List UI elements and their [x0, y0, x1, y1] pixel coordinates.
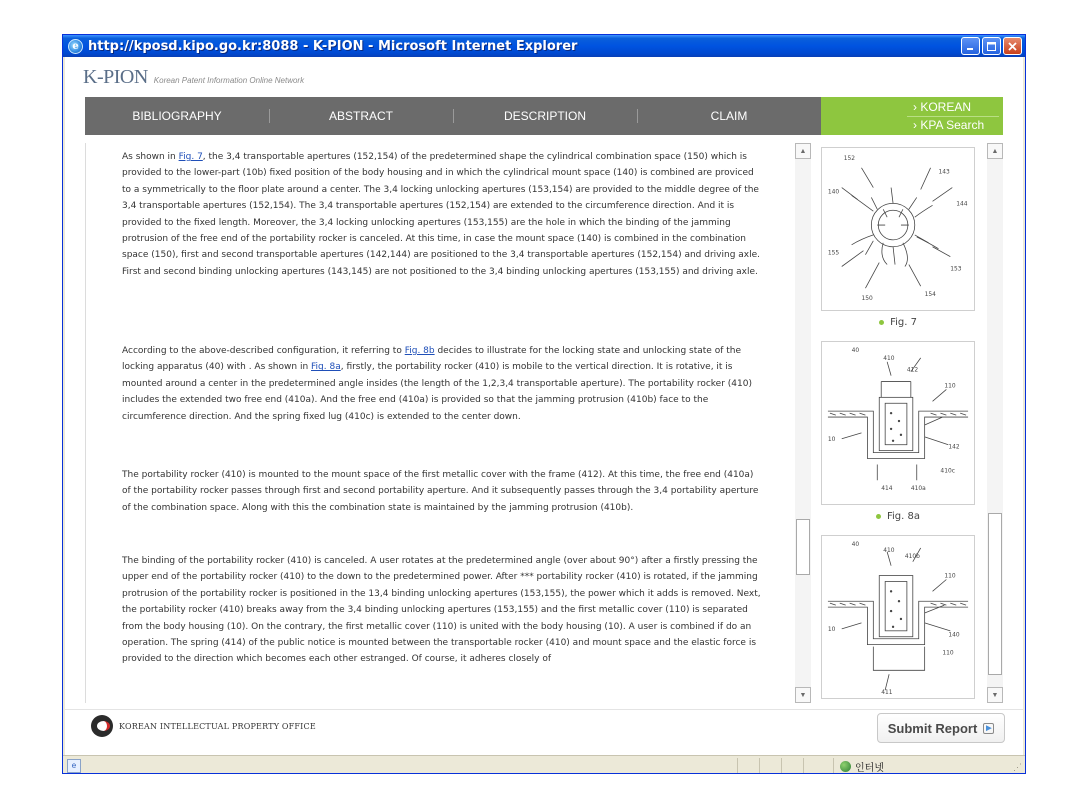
- page-content: [65, 57, 1023, 755]
- minimize-button[interactable]: [961, 37, 980, 55]
- bullet-icon: [876, 514, 881, 519]
- paragraph-text: , the 3,4 transportable apertures (152,154) of the predetermined shape the cylindrical combination space (150) which is provided to the lower-part (10b) fixed position of the body housing and in which the cylindrical mount space (140) is combined are proviced to a symmetrically to the floor plate around a center. The 3,4 locking unlocking apertures (153,154) are provided to the middle degree of the 3,4 transportable apertures (152,154). The 3,4 transportable apertures (152,154) are extended to the circumference direction. And it is provided to the fixed length. Moreover, the 3,4 locking unlocking apertures (153,155) are the hole in which the binding of the jamming protrusion of the free end of the portability rocker is canceled. At this time, in case the mount space (140) is combined in the combination space (150), first and second transportable apertures (142,144) are positioned to the 3,4 transportable apertures (152,154) and driving axle. First and second binding unlocking apertures (143,145) are not positioned to the 3,4 binding unlocking apertures (153,155) and driving axle.: [122, 152, 761, 277]
- scroll-up-icon[interactable]: ▲: [795, 143, 811, 159]
- kipo-brand: [91, 715, 316, 737]
- figure-scrollbar[interactable]: [987, 143, 1003, 703]
- scroll-down-icon[interactable]: ▼: [987, 687, 1003, 703]
- svg-text:110: 110: [944, 383, 956, 390]
- svg-text:150: 150: [861, 296, 873, 303]
- tab-abstract[interactable]: ABSTRACT: [269, 97, 453, 135]
- main-nav: [85, 97, 821, 135]
- korean-link[interactable]: › KOREAN: [913, 100, 972, 114]
- svg-text:410: 410: [883, 355, 895, 362]
- bullet-icon: [879, 320, 884, 325]
- status-cell: [781, 758, 803, 774]
- status-cells: [737, 758, 825, 774]
- figure-link[interactable]: Fig. 7: [178, 152, 203, 162]
- paragraph-2: [122, 343, 762, 425]
- paragraph-1: [122, 149, 762, 280]
- svg-text:143: 143: [938, 169, 950, 176]
- brand-tagline: Korean Patent Information Online Network: [153, 76, 305, 85]
- panel-divider: [907, 116, 999, 117]
- paragraph-text: The binding of the portability rocker (410) is canceled. A user rotates at the predetermined angle (over about 90°) after a firstly pressing the upper end of the portability rocker (410) to the down to the predetermined power. After *** portability rocker (410) is rotated, if the jamming protrusion of the portability rocker is positioned in the 13,4 binding unlocking apertures (153,155), the power which it adds is removed. Next, the portability rocker (410) breaks away from the 3,4 binding unlocking apertures (153,155) and the first metallic cover (110) is separated from the body housing (10). On the contrary, the first metallic cover (110) is united with the body housing (10). A user is combined if do an operation. The spring (414) of the public notice is mounted between the transportable rocker (410) and mount space and the elastic force is provided to the direction which becomes each other estranged. Of course, it adheres closely of: [122, 556, 761, 665]
- scroll-down-icon[interactable]: ▼: [795, 687, 811, 703]
- paragraph-text: decides to illustrate for the locking state and unlocking state of the locking apparatus (40) with . As shown in: [122, 346, 742, 373]
- figure-7-label: Fig. 7: [890, 317, 917, 328]
- figure-link[interactable]: Fig. 8b: [404, 346, 435, 356]
- svg-text:410c: 410c: [940, 468, 955, 475]
- svg-text:10: 10: [827, 436, 836, 443]
- zone-label: 인터넷: [855, 762, 884, 774]
- minimize-icon: [966, 42, 975, 51]
- brand-logo[interactable]: K-PION: [83, 66, 148, 88]
- svg-text:40: 40: [851, 347, 860, 354]
- tab-description[interactable]: DESCRIPTION: [453, 97, 637, 135]
- svg-text:142: 142: [948, 444, 960, 451]
- svg-text:414: 414: [881, 486, 893, 493]
- figure-7-caption: [821, 317, 975, 328]
- status-bar: [63, 755, 1025, 774]
- submit-report-label: Submit Report: [887, 720, 978, 736]
- brand: [83, 65, 304, 89]
- svg-text:412: 412: [906, 367, 919, 374]
- scroll-up-icon[interactable]: ▲: [987, 143, 1003, 159]
- figure-link[interactable]: Fig. 8a: [311, 362, 341, 373]
- resize-grip-icon[interactable]: ⋰: [1013, 762, 1022, 772]
- text-scroll-thumb[interactable]: [796, 519, 810, 575]
- tab-bibliography[interactable]: BIBLIOGRAPHY: [132, 109, 222, 123]
- arrow-right-icon: ▶: [983, 723, 994, 734]
- page-icon: e: [67, 759, 81, 773]
- svg-text:40: 40: [851, 541, 860, 548]
- svg-text:410: 410: [883, 547, 895, 554]
- close-icon: [1008, 42, 1017, 51]
- browser-window: [62, 34, 1026, 774]
- window-title: http://kposd.kipo.go.kr:8088 - K-PION - Microsoft Internet Explorer: [88, 38, 578, 54]
- paragraph-text: According to the above-described configuration, it referring to: [122, 346, 405, 356]
- submit-report-button[interactable]: [877, 713, 1005, 743]
- maximize-button[interactable]: [982, 37, 1001, 55]
- kpa-search-link[interactable]: › KPA Search: [913, 118, 985, 132]
- figure-8a-caption: [821, 511, 975, 522]
- figure-8b-thumbnail[interactable]: [821, 535, 975, 699]
- svg-text:155: 155: [827, 250, 840, 257]
- figure-7-drawing: [822, 148, 974, 310]
- svg-text:110: 110: [944, 573, 956, 580]
- maximize-icon: [987, 42, 996, 51]
- footer-divider: [65, 709, 1023, 710]
- svg-text:154: 154: [924, 292, 936, 299]
- svg-text:110: 110: [942, 650, 954, 657]
- title-bar: [63, 35, 1025, 57]
- text-scrollbar[interactable]: [795, 143, 811, 703]
- figure-8a-drawing: [822, 342, 974, 504]
- paragraph-text: , firstly, the portability rocker (410) is mobile to the vertical direction. It is rotative, it is mounted around a center in the predetermined angle insides (the length of the 1,2,3,4 transportable aperture). The portability rocker (410) includes the extended two free end (410a). And the free end (410a) is provided so that the jamming protrusion (410b) face to the circumference direction. And the spring fixed lug (410c) is extended to the center down.: [122, 362, 752, 422]
- paragraph-text: The portability rocker (410) is mounted to the mount space of the first metallic cover with the frame (412). At this time, the free end (410a) of the portability rocker passes through first and second portability aperture. And it subsequently passes through the 3,4 portability aperture of the combination space. Along with this the combination state is maintained by the jamming protrusion (410b).: [122, 470, 759, 513]
- status-cell: [803, 758, 825, 774]
- paragraph-3: [122, 467, 762, 516]
- internet-explorer-icon: e: [68, 39, 83, 54]
- security-zone: [833, 758, 1003, 774]
- status-cell: [759, 758, 781, 774]
- paragraph-4: [122, 553, 762, 668]
- tab-claim[interactable]: CLAIM: [637, 97, 821, 135]
- language-panel: [821, 97, 1003, 135]
- figure-8a-label: Fig. 8a: [887, 511, 920, 522]
- figure-scroll-thumb[interactable]: [988, 513, 1002, 675]
- svg-text:140: 140: [948, 632, 960, 639]
- paragraph-text: As shown in: [122, 152, 179, 162]
- svg-text:410a: 410a: [910, 486, 926, 493]
- globe-icon: [840, 761, 851, 772]
- figure-8a-thumbnail[interactable]: [821, 341, 975, 505]
- kipo-logo-icon: [91, 715, 113, 737]
- svg-text:144: 144: [956, 201, 968, 208]
- svg-text:153: 153: [950, 266, 962, 273]
- svg-text:152: 152: [843, 155, 855, 162]
- description-text: [85, 143, 797, 703]
- office-name: KOREAN INTELLECTUAL PROPERTY OFFICE: [119, 721, 316, 731]
- svg-text:10: 10: [827, 626, 836, 633]
- figure-7-thumbnail[interactable]: [821, 147, 975, 311]
- figure-8b-drawing: [822, 536, 974, 698]
- svg-text:140: 140: [827, 189, 840, 196]
- status-cell: [737, 758, 759, 774]
- close-button[interactable]: [1003, 37, 1022, 55]
- svg-text:411: 411: [881, 689, 893, 696]
- svg-text:410b: 410b: [904, 553, 920, 560]
- window-controls: [961, 37, 1022, 55]
